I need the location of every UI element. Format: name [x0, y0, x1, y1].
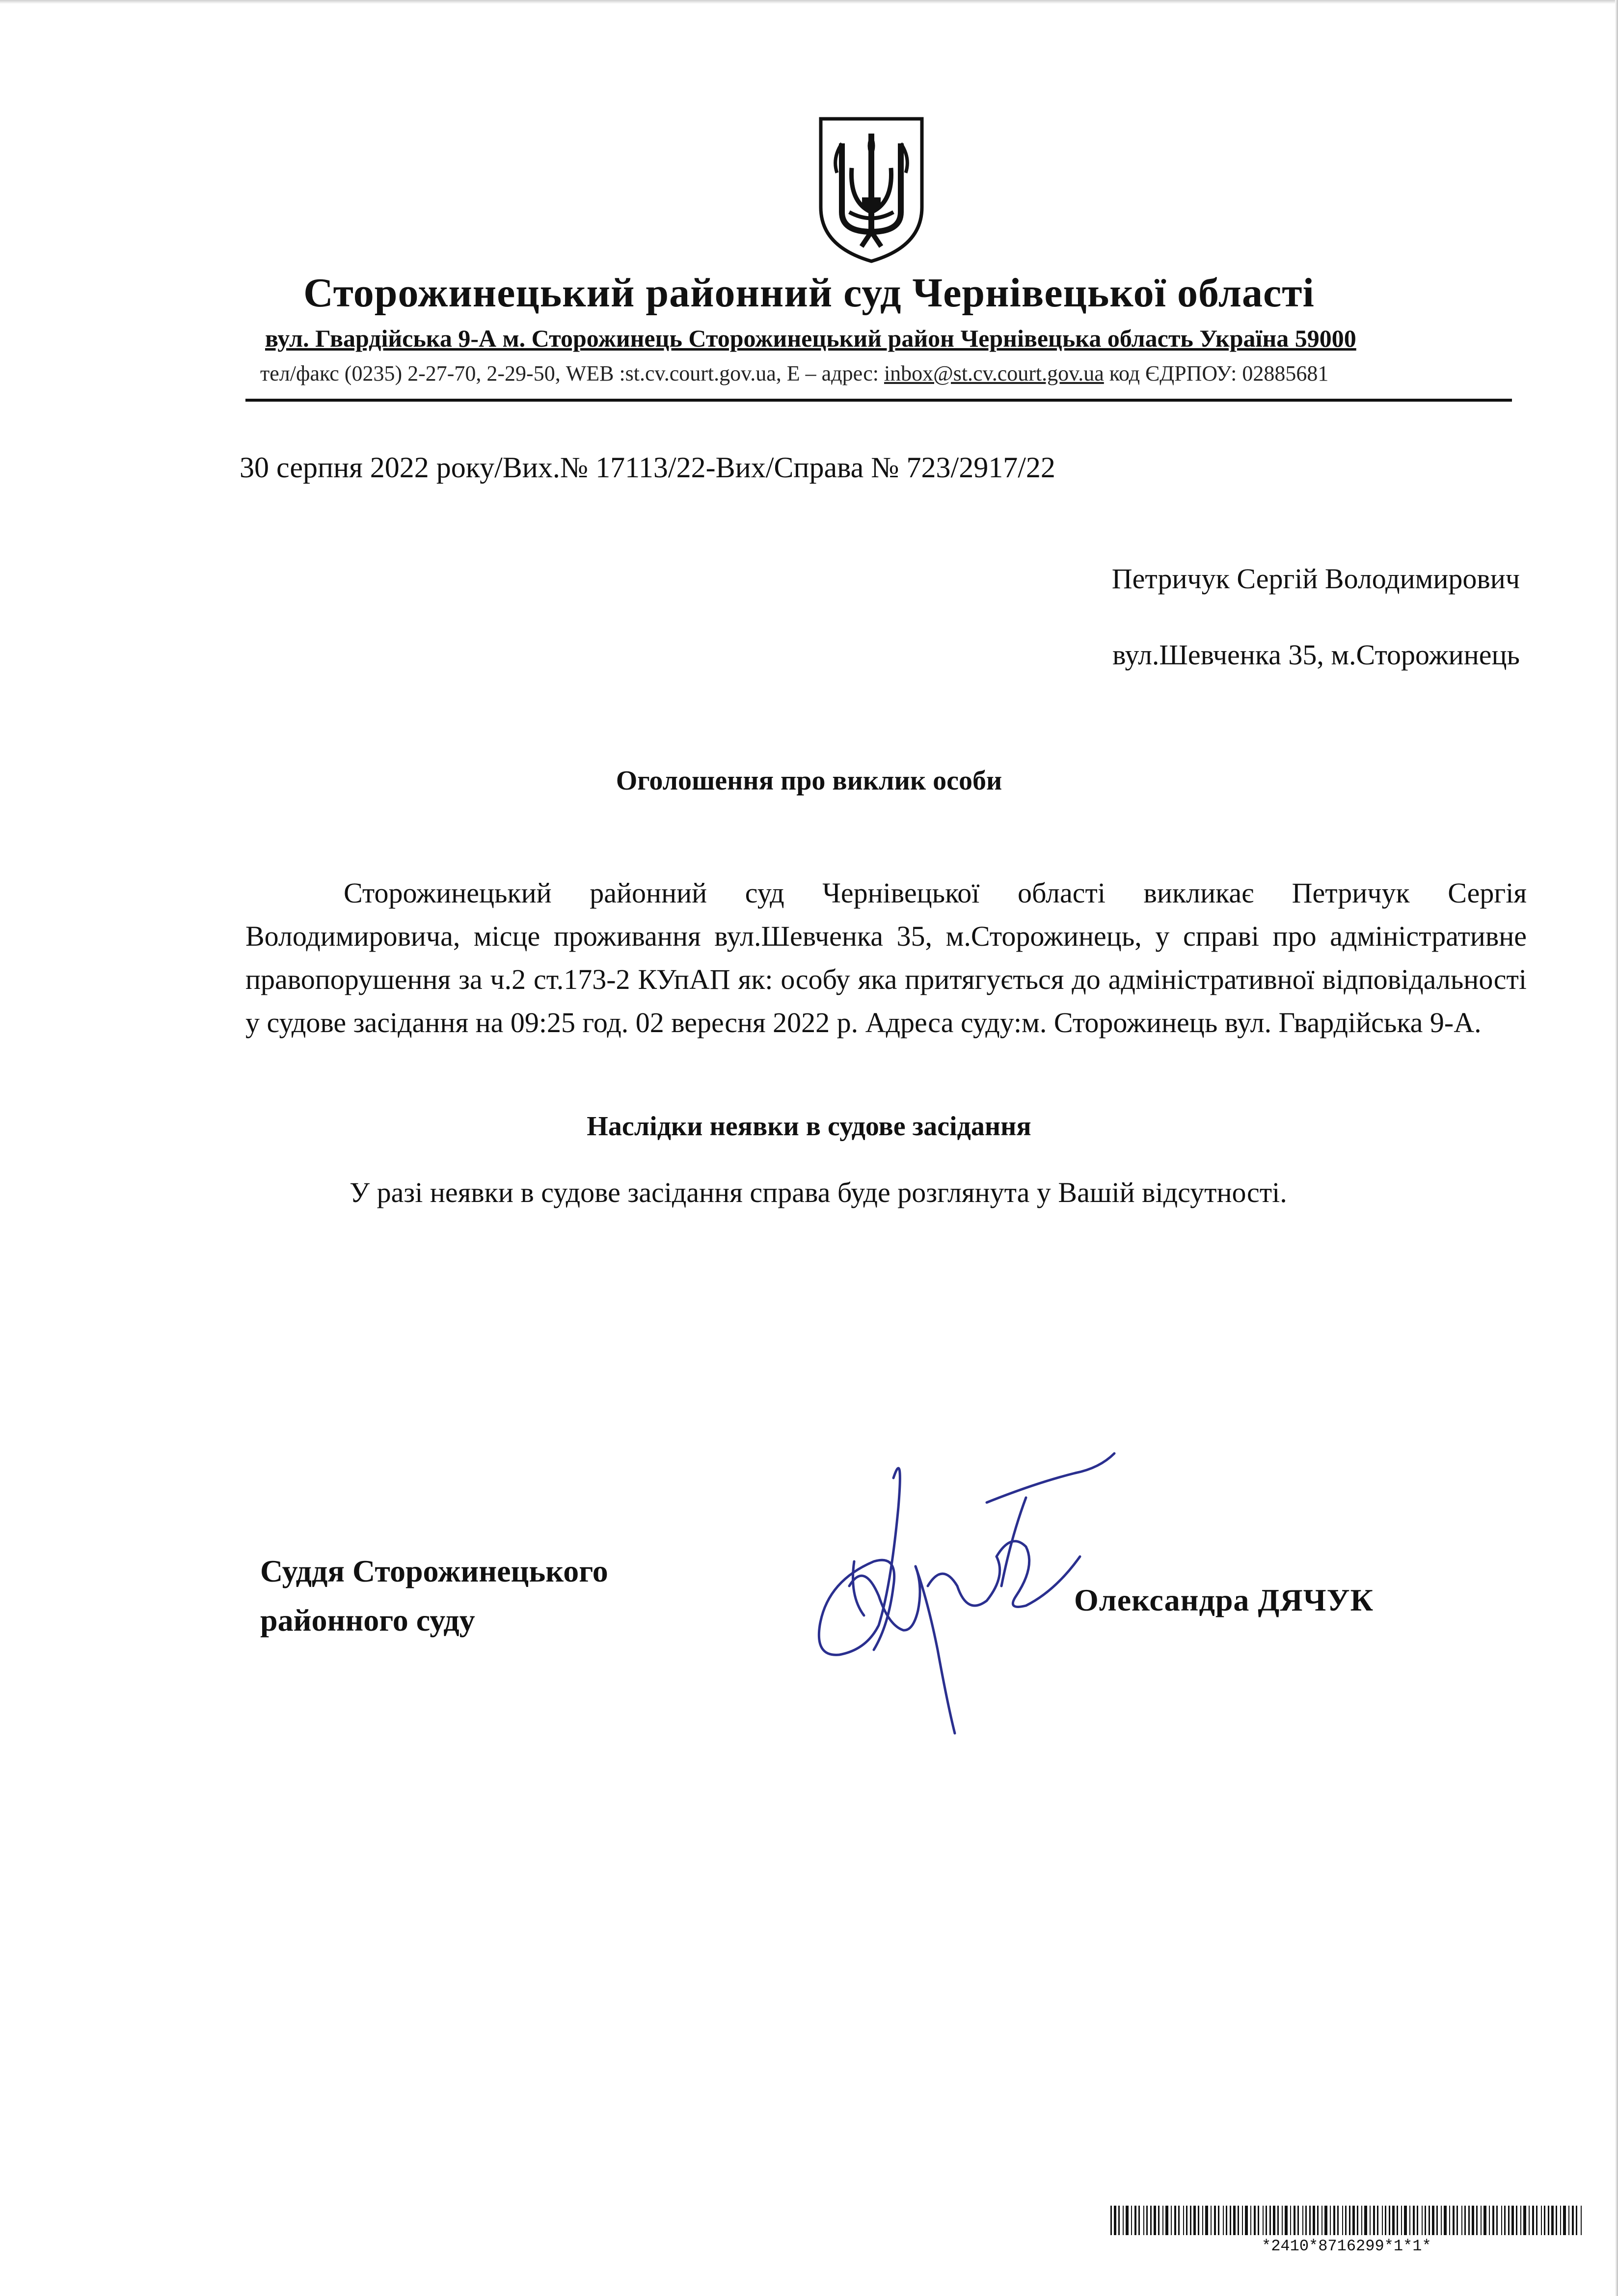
barcode-bar: [1277, 2206, 1279, 2235]
barcode-bar: [1417, 2206, 1418, 2235]
barcode-bar: [1309, 2206, 1311, 2235]
barcode-bar: [1126, 2206, 1129, 2235]
barcode-bar: [1464, 2206, 1466, 2235]
barcode-number: *2410*8716299*1*1*: [1262, 2237, 1431, 2255]
barcode-bar: [1285, 2206, 1288, 2235]
barcode-bar: [1330, 2206, 1331, 2235]
barcode-bar: [1138, 2206, 1140, 2235]
barcode-bar: [1165, 2206, 1168, 2235]
barcode-bar: [1576, 2206, 1577, 2235]
scan-edge-top: [0, 0, 1618, 4]
barcode-bar: [1501, 2206, 1502, 2235]
barcode-bar: [1551, 2206, 1554, 2235]
barcode-bar: [1171, 2206, 1172, 2235]
barcode-bar: [1568, 2206, 1569, 2235]
barcode-bar: [1357, 2206, 1358, 2235]
barcode-bar: [1496, 2206, 1498, 2235]
barcode-bar: [1150, 2206, 1152, 2235]
barcode-bar: [1468, 2206, 1470, 2235]
barcode-bar: [1211, 2206, 1212, 2235]
barcode-bar: [1193, 2206, 1196, 2235]
barcode-bar: [1242, 2206, 1243, 2235]
barcode-bar: [1131, 2206, 1132, 2235]
notice-body: Сторожинецький районний суд Чернівецької області викликає Петричук Сергія Володимировича, місце проживання вул.Шевченка 35, м.Сторожинець, у справі про адміністративне правопорушення за ч.2 ст.173-2 КУпАП як: особу яка притягується до адміністративної відповідальності у судове засідання на 09:25 год. 02 вересня 2022 р. Адреса суду:м. Сторожинець вул. Гвардійська 9-А.: [245, 877, 1527, 1039]
barcode-bar: [1333, 2206, 1335, 2235]
barcode-bar: [1364, 2206, 1367, 2235]
barcode-bar: [1345, 2206, 1347, 2235]
barcode-bar: [1532, 2206, 1534, 2235]
consequences-title: Наслідки неявки в судове засідання: [587, 1111, 1031, 1142]
recipient-name: Петричук Сергій Володимирович: [1111, 563, 1520, 595]
barcode-bar: [1461, 2206, 1462, 2235]
barcode-bar: [1429, 2206, 1430, 2235]
barcode-bar: [1134, 2206, 1136, 2235]
barcode-bar: [1258, 2206, 1259, 2235]
barcode-bar: [1529, 2206, 1530, 2235]
barcode-bar: [1389, 2206, 1390, 2235]
barcode-bar: [1123, 2206, 1124, 2235]
barcode-bar: [1444, 2206, 1447, 2235]
barcode-bar: [1456, 2206, 1458, 2235]
barcode-bar: [1146, 2206, 1148, 2235]
barcode-bar: [1422, 2206, 1423, 2235]
barcode-bar: [1481, 2206, 1482, 2235]
barcode-bar: [1305, 2206, 1307, 2235]
barcode-bar: [1254, 2206, 1256, 2235]
barcode-bar: [1226, 2206, 1227, 2235]
barcode-bar: [1370, 2206, 1371, 2235]
barcode-bar: [1178, 2206, 1180, 2235]
barcode-bar: [1572, 2206, 1574, 2235]
barcode-bar: [1541, 2206, 1542, 2235]
barcode-bar: [1282, 2206, 1283, 2235]
barcode-bar: [1563, 2206, 1566, 2235]
barcode-bar: [1548, 2206, 1549, 2235]
barcode-bar: [1373, 2206, 1375, 2235]
barcode-bar: [1385, 2206, 1386, 2235]
barcode-bar: [1183, 2206, 1184, 2235]
barcode-bar: [1174, 2206, 1176, 2235]
court-name: Сторожинецький районний суд Чернівецької області: [303, 270, 1315, 316]
barcode-bar: [1202, 2206, 1203, 2235]
barcode-bar: [1504, 2206, 1506, 2235]
barcode-bar: [1317, 2206, 1319, 2235]
barcode-bar: [1409, 2206, 1410, 2235]
recipient-address: вул.Шевченка 35, м.Сторожинець: [1112, 639, 1520, 671]
coat-of-arms-emblem: [815, 114, 928, 266]
judge-title-line2: районного суду: [260, 1603, 475, 1638]
handwritten-signature: [781, 1439, 1124, 1773]
barcode-bar: [1556, 2206, 1557, 2235]
barcode-bar: [1392, 2206, 1395, 2235]
barcode-bar: [1337, 2206, 1339, 2235]
barcode-bar: [1441, 2206, 1442, 2235]
barcode-bar: [1205, 2206, 1208, 2235]
court-address: вул. Гвардійська 9-А м. Сторожинець Сторожинецький район Чернівецька область Україна 59000: [265, 325, 1356, 352]
barcode-bar: [1425, 2206, 1426, 2235]
barcode-bar: [1581, 2206, 1582, 2235]
barcode-bar: [1218, 2206, 1219, 2235]
judge-name: Олександра ДЯЧУК: [1074, 1583, 1374, 1617]
barcode-bar: [1198, 2206, 1199, 2235]
barcode-bar: [1489, 2206, 1490, 2235]
contact-prefix: тел/факс (0235) 2-27-70, 2-29-50, WEB :st.cv.court.gov.ua, E – адрес:: [260, 361, 879, 385]
barcode-bar: [1158, 2206, 1160, 2235]
barcode-bar: [1508, 2206, 1510, 2235]
barcode-bar: [1560, 2206, 1561, 2235]
judge-title-line1: Суддя Сторожинецького: [260, 1554, 608, 1588]
barcode-bar: [1377, 2206, 1378, 2235]
scan-edge-right: [1615, 0, 1618, 2296]
barcode-bar: [1269, 2206, 1271, 2235]
barcode-bar: [1186, 2206, 1187, 2235]
barcode-bar: [1352, 2206, 1355, 2235]
barcode-bar: [1190, 2206, 1191, 2235]
barcode-bar: [1154, 2206, 1156, 2235]
consequences-text: У разі неявки в судове засідання справа буде розглянута у Вашій відсутності.: [350, 1176, 1287, 1208]
barcode-bar: [1321, 2206, 1322, 2235]
barcode-bar: [1263, 2206, 1264, 2235]
barcode-bar: [1432, 2206, 1434, 2235]
barcode-bar: [1313, 2206, 1315, 2235]
barcode-bar: [1397, 2206, 1398, 2235]
barcode-bar: [1233, 2206, 1236, 2235]
barcode-bar: [1520, 2206, 1521, 2235]
judge-title: [260, 1547, 608, 1645]
barcode-bar: [1342, 2206, 1343, 2235]
barcode-bar: [1401, 2206, 1402, 2235]
barcode-bar: [1290, 2206, 1291, 2235]
barcode-bar: [1413, 2206, 1415, 2235]
notice-title: Оголошення про виклик особи: [616, 765, 1002, 796]
barcode-bar: [1302, 2206, 1303, 2235]
barcode-bar: [1349, 2206, 1350, 2235]
header-divider: [245, 399, 1512, 402]
contact-suffix: код ЄДРПОУ: 02885681: [1109, 361, 1329, 385]
barcode-bar: [1453, 2206, 1455, 2235]
barcode-bar: [1238, 2206, 1239, 2235]
court-email: inbox@st.cv.court.gov.ua: [884, 361, 1104, 385]
barcode-bar: [1297, 2206, 1299, 2235]
barcode: [1110, 2206, 1587, 2235]
barcode-bar: [1273, 2206, 1275, 2235]
barcode-bar: [1245, 2206, 1248, 2235]
outgoing-reference: 30 серпня 2022 року/Вих.№ 17113/22-Вих/Справа № 723/2917/22: [240, 451, 1055, 484]
barcode-bar: [1511, 2206, 1514, 2235]
barcode-bar: [1472, 2206, 1474, 2235]
barcode-bar: [1536, 2206, 1537, 2235]
barcode-bar: [1324, 2206, 1327, 2235]
barcode-bar: [1114, 2206, 1116, 2235]
barcode-bar: [1223, 2206, 1224, 2235]
barcode-bar: [1382, 2206, 1383, 2235]
barcode-bar: [1266, 2206, 1267, 2235]
barcode-bar: [1143, 2206, 1144, 2235]
barcode-bar: [1162, 2206, 1163, 2235]
barcode-bar: [1523, 2206, 1526, 2235]
barcode-bar: [1250, 2206, 1251, 2235]
barcode-bar: [1118, 2206, 1120, 2235]
court-contacts: [260, 361, 1328, 386]
barcode-bar: [1476, 2206, 1478, 2235]
barcode-bar: [1110, 2206, 1112, 2235]
barcode-bar: [1294, 2206, 1295, 2235]
barcode-bar: [1449, 2206, 1450, 2235]
barcode-bar: [1436, 2206, 1438, 2235]
barcode-bar: [1492, 2206, 1494, 2235]
barcode-bar: [1483, 2206, 1486, 2235]
barcode-bar: [1361, 2206, 1362, 2235]
barcode-bar: [1544, 2206, 1545, 2235]
barcode-bar: [1516, 2206, 1517, 2235]
barcode-bar: [1230, 2206, 1231, 2235]
barcode-bar: [1214, 2206, 1216, 2235]
barcode-bar: [1404, 2206, 1407, 2235]
